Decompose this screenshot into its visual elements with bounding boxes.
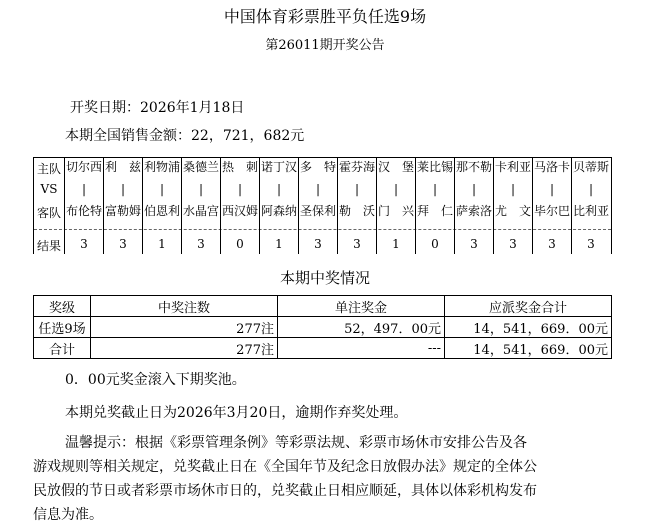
vs-marker: | [354, 182, 360, 196]
home-team: 莱比锡 [416, 160, 453, 174]
match-result: 3 [197, 237, 205, 251]
header-level: 奖级 [34, 296, 91, 317]
away-team: 布伦特 [65, 204, 102, 218]
away-team: 拜 仁 [416, 204, 453, 218]
home-team: 马洛卡 [533, 160, 570, 174]
vs-marker: | [588, 182, 594, 196]
match-table [33, 157, 612, 254]
home-team: 卡利亚 [494, 160, 531, 174]
prize-unit: 52，497．00元 [278, 317, 445, 338]
vs-marker: | [393, 182, 399, 196]
home-team: 诺丁汉 [260, 160, 297, 174]
away-team: 伯恩利 [143, 204, 180, 218]
away-team: 比利亚 [572, 204, 609, 218]
page-subtitle: 第26011期开奖公告 [265, 38, 385, 53]
home-team: 热 刺 [221, 160, 258, 174]
home-team: 那不勒 [455, 160, 492, 174]
home-team: 贝蒂斯 [572, 160, 609, 174]
home-team: 霍芬海 [338, 160, 375, 174]
rollover-note: 0．00元奖金滚入下期奖池。 [65, 372, 246, 388]
vs-marker: | [198, 182, 204, 196]
page-title: 中国体育彩票胜平负任选9场 [223, 7, 427, 26]
header-count: 中奖注数 [91, 296, 278, 317]
table-row [34, 317, 612, 338]
vs-marker: | [159, 182, 165, 196]
match-result: 3 [470, 237, 478, 251]
match-result: 3 [80, 237, 88, 251]
tip-line: 游戏规则等相关规定，兑奖截止日在《全国年节及纪念日放假办法》规定的全体公 [33, 459, 537, 475]
vs-marker: | [120, 182, 126, 196]
prize-level: 合计 [34, 338, 91, 359]
prize-total: 14，541，669．00元 [445, 338, 612, 359]
vs-marker: | [276, 182, 282, 196]
vs-marker: | [81, 182, 87, 196]
match-result: 0 [236, 237, 244, 251]
vs-marker: | [432, 182, 438, 196]
home-team: 多 特 [299, 160, 336, 174]
vs-marker: | [315, 182, 321, 196]
tip-line: 信息为准。 [33, 507, 103, 523]
prize-table-header [34, 296, 612, 317]
home-team: 汉 堡 [377, 160, 414, 174]
result-row-label: 结果 [36, 239, 61, 253]
home-row-label: 主队 [36, 162, 61, 176]
home-team: 利物浦 [143, 160, 180, 174]
away-team: 圣保利 [299, 204, 336, 218]
prize-unit: --- [278, 338, 445, 359]
away-team: 阿森纳 [260, 204, 297, 218]
away-team: 富勒姆 [104, 204, 141, 218]
tip-line: 温馨提示：根据《彩票管理条例》等彩票法规、彩票市场休市安排公告及各 [65, 435, 527, 451]
header-total: 应派奖金合计 [445, 296, 612, 317]
away-team: 萨索洛 [455, 204, 492, 218]
vs-marker: | [471, 182, 477, 196]
sales-amount: 本期全国销售金额：22，721，682元 [65, 128, 305, 144]
match-result: 0 [431, 237, 439, 251]
match-result: 3 [353, 237, 361, 251]
away-row-label: 客队 [36, 206, 61, 220]
match-result: 1 [158, 237, 166, 251]
prize-count: 277注 [91, 338, 278, 359]
away-team: 门 兴 [377, 204, 414, 218]
match-result: 1 [275, 237, 283, 251]
table-row [34, 338, 612, 359]
deadline-note: 本期兑奖截止日为2026年3月20日，逾期作弃奖处理。 [65, 405, 408, 421]
away-team: 西汉姆 [221, 204, 258, 218]
prize-heading: 本期中奖情况 [279, 269, 370, 287]
tip-line: 民放假的节日或者彩票市场休市日的，兑奖截止日相应顺延，具体以体彩机构发布 [33, 483, 537, 499]
home-team: 利 兹 [104, 160, 141, 174]
vs-marker: | [549, 182, 555, 196]
match-result: 3 [509, 237, 517, 251]
header-unit: 单注奖金 [278, 296, 445, 317]
away-team: 勒 沃 [338, 204, 375, 218]
vs-marker: | [510, 182, 516, 196]
match-result: 3 [119, 237, 127, 251]
match-result: 3 [548, 237, 556, 251]
home-team: 桑德兰 [182, 160, 219, 174]
prize-count: 277注 [91, 317, 278, 338]
away-team: 水晶宫 [182, 204, 219, 218]
away-team: 尤 文 [494, 204, 531, 218]
vs-row-label: VS [40, 182, 58, 196]
match-result: 1 [392, 237, 400, 251]
prize-table [33, 295, 612, 359]
vs-marker: | [237, 182, 243, 196]
prize-level: 任选9场 [34, 317, 91, 338]
table-divider [34, 229, 611, 230]
match-result: 3 [314, 237, 322, 251]
home-team: 切尔西 [65, 160, 102, 174]
draw-date: 开奖日期：2026年1月18日 [70, 100, 245, 116]
prize-total: 14，541，669．00元 [445, 317, 612, 338]
match-result: 3 [587, 237, 595, 251]
away-team: 毕尔巴 [533, 204, 570, 218]
